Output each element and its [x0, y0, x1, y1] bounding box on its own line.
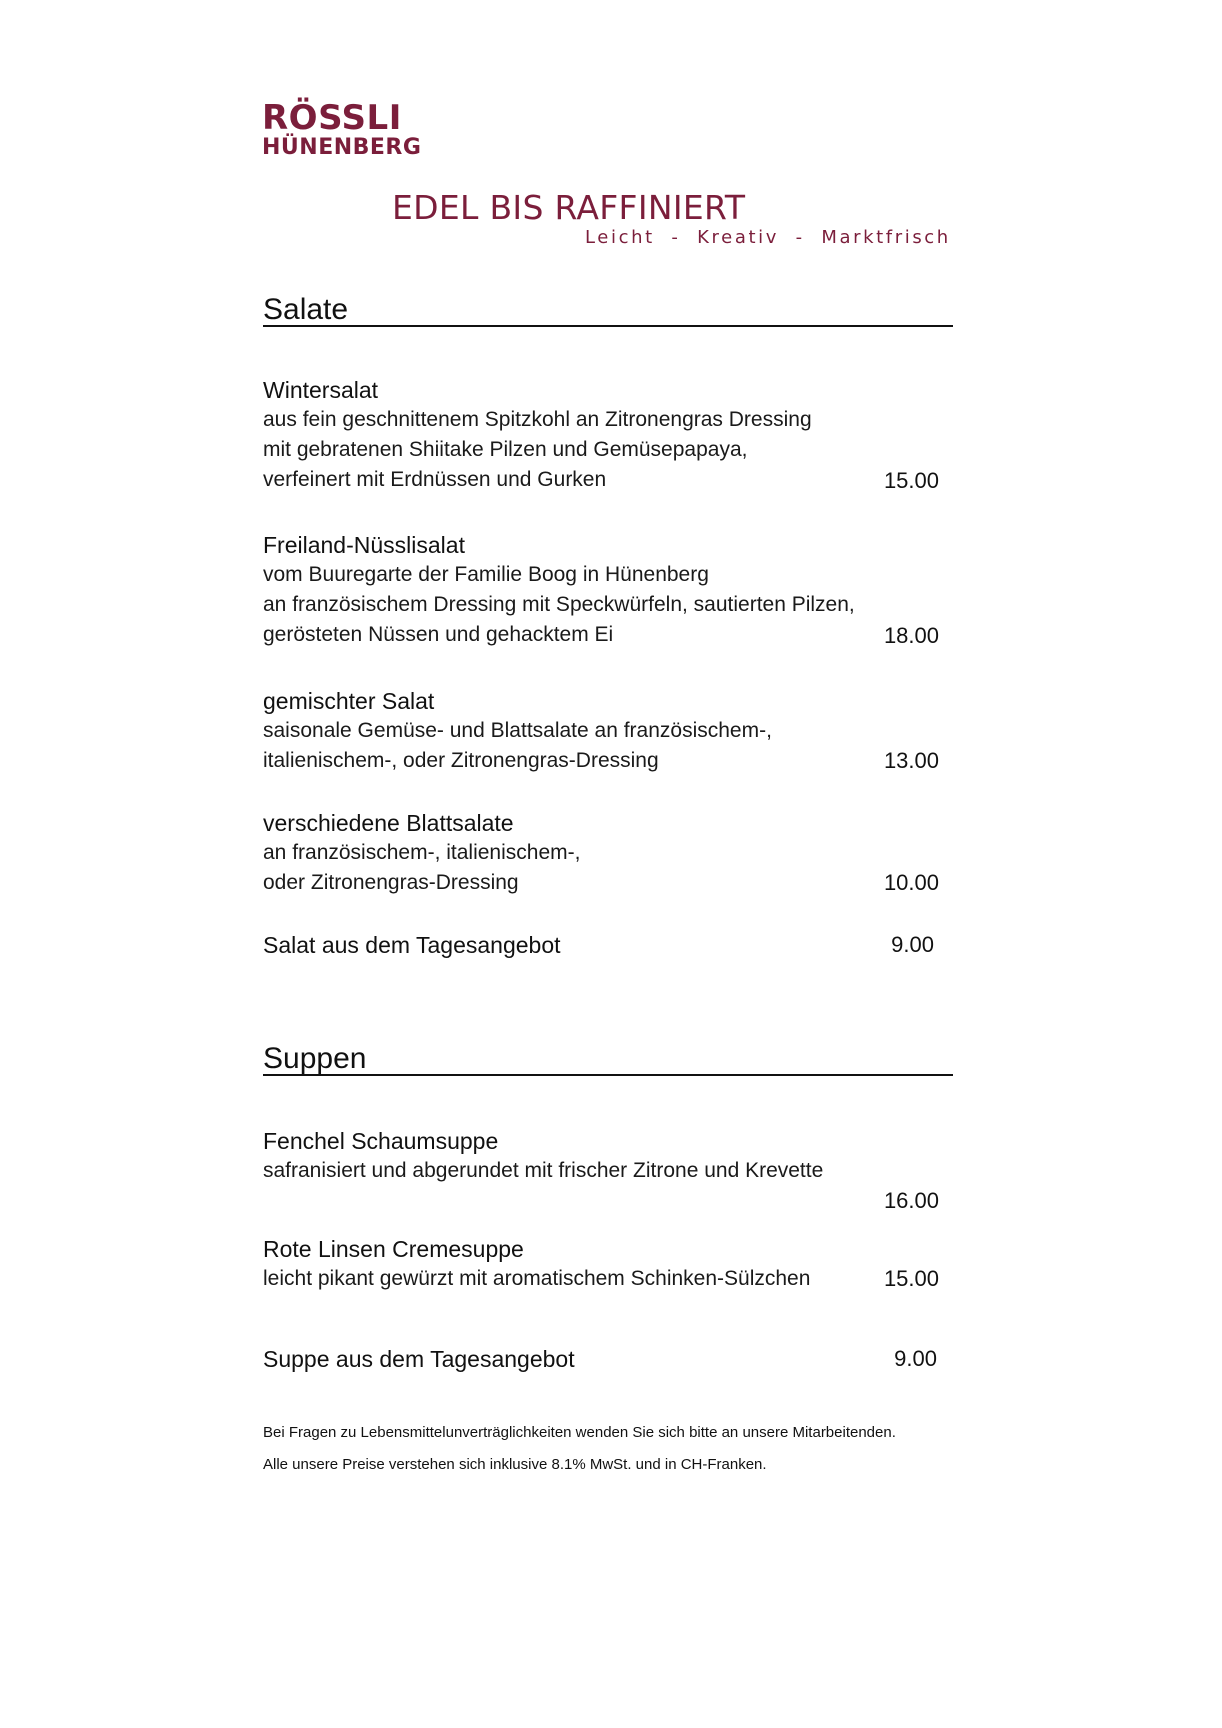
menu-item-name: gemischter Salat — [263, 688, 435, 714]
menu-item-description: vom Buuregarte der Familie Boog in Hünenberg — [263, 563, 709, 586]
menu-item-price: 9.00 — [894, 1346, 937, 1371]
menu-item-description: italienischem-, oder Zitronengras-Dressing — [263, 749, 659, 772]
menu-item-description: aus fein geschnittenem Spitzkohl an Zitronengras Dressing — [263, 408, 812, 431]
price-note: Alle unsere Preise verstehen sich inklusive 8.1% MwSt. und in CH-Franken. — [263, 1456, 767, 1473]
menu-item-price: 18.00 — [883, 623, 939, 648]
menu-tagline: Leicht - Kreativ - Marktfrisch — [585, 227, 951, 248]
menu-item-description: leicht pikant gewürzt mit aromatischem Schinken-Sülzchen — [263, 1267, 811, 1290]
menu-item-description: an französischem-, italienischem-, — [263, 841, 581, 864]
menu-item-name: Suppe aus dem Tagesangebot — [263, 1346, 575, 1372]
section-title: Salate — [263, 293, 349, 326]
section-heading-salate — [263, 285, 953, 327]
menu-item-price: 10.00 — [883, 870, 939, 895]
menu-item-description: an französischem Dressing mit Speckwürfeln, sautierten Pilzen, — [263, 593, 855, 616]
section-heading-suppen — [263, 1034, 953, 1076]
menu-item-description: saisonale Gemüse- und Blattsalate an französischem-, — [263, 719, 772, 742]
section-title: Suppen — [263, 1042, 367, 1075]
menu-item-description: oder Zitronengras-Dressing — [263, 871, 519, 894]
menu-item-description: mit gebratenen Shiitake Pilzen und Gemüsepapaya, — [263, 438, 748, 461]
menu-item-name: Freiland-Nüsslisalat — [263, 532, 465, 558]
menu-item-description: safranisiert und abgerundet mit frischer Zitrone und Krevette — [263, 1159, 824, 1182]
menu-item-price: 15.00 — [883, 468, 939, 493]
menu-item-price: 9.00 — [891, 932, 934, 957]
logo-line-2: HÜNENBERG — [262, 135, 422, 160]
menu-item-name: verschiedene Blattsalate — [263, 810, 514, 836]
menu-item-name: Rote Linsen Cremesuppe — [263, 1236, 524, 1262]
restaurant-logo — [262, 98, 422, 160]
menu-item-price: 16.00 — [883, 1188, 939, 1213]
menu-item-description: gerösteten Nüssen und gehacktem Ei — [263, 623, 614, 646]
menu-item-name: Wintersalat — [263, 377, 379, 403]
allergy-note: Bei Fragen zu Lebensmittelunverträglichkeiten wenden Sie sich bitte an unsere Mitarbeitenden. — [263, 1424, 896, 1441]
menu-item-name: Fenchel Schaumsuppe — [263, 1128, 499, 1154]
menu-headline: EDEL BIS RAFFINIERT — [392, 188, 746, 227]
menu-item-name: Salat aus dem Tagesangebot — [263, 932, 561, 958]
logo-line-1: RÖSSLI — [262, 98, 402, 138]
menu-item-price: 15.00 — [883, 1266, 939, 1291]
menu-item-description: verfeinert mit Erdnüssen und Gurken — [263, 468, 607, 491]
menu-item-price: 13.00 — [883, 748, 939, 773]
